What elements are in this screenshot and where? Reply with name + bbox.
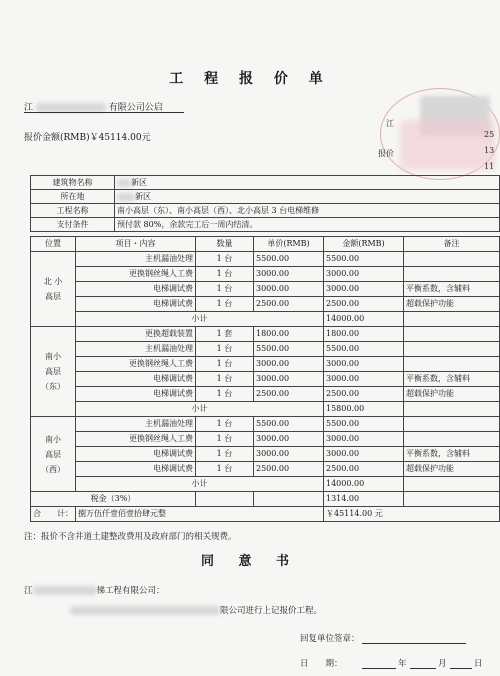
- tax-row: [31, 492, 500, 507]
- amount-cell: 3000.00: [324, 267, 404, 282]
- table-row: [31, 342, 500, 357]
- remark-cell: [404, 432, 500, 447]
- note-text: 注：报价不含井道土建整改费用及政府部门的相关规费。: [24, 532, 237, 542]
- qty-cell: 1 台: [196, 432, 254, 447]
- item-cell: 更换钢丝绳人工费: [76, 432, 196, 447]
- info-label: 建筑物名称: [31, 176, 115, 190]
- header-qty: 数量: [196, 237, 254, 252]
- remark-cell: 平衡系数，含辅料: [404, 282, 500, 297]
- item-cell: 更换超载装置: [76, 327, 196, 342]
- info-value: 新区: [115, 190, 500, 204]
- quote-items-table: [30, 236, 500, 522]
- table-row: [31, 432, 500, 447]
- table-header: [31, 237, 500, 252]
- company-suffix: 有限公司公启: [108, 103, 163, 113]
- remark-cell: [404, 327, 500, 342]
- qty-cell: 1 台: [196, 297, 254, 312]
- unit-price-cell: 3000.00: [254, 447, 324, 462]
- subtotal-row: [31, 477, 500, 492]
- stamp-num-1: 25: [484, 130, 495, 139]
- agreement-body: 限公司进行上记报价工程。: [70, 604, 322, 616]
- remark-cell: 平衡系数，含辅料: [404, 372, 500, 387]
- subtotal-amount: 14000.00: [324, 477, 404, 492]
- item-cell: 电梯调试费: [76, 387, 196, 402]
- stamp-text-1: 江: [386, 119, 394, 128]
- subtotal-amount: 15800.00: [324, 402, 404, 417]
- unit-price-cell: 3000.00: [254, 267, 324, 282]
- amount-cell: 3000.00: [324, 282, 404, 297]
- redacted-company: [36, 103, 106, 112]
- day-blank[interactable]: [450, 668, 472, 669]
- table-row: [31, 282, 500, 297]
- header-remark: 备注: [404, 237, 500, 252]
- amount-cell: 3000.00: [324, 447, 404, 462]
- subtotal-row: [31, 402, 500, 417]
- table-row: [31, 417, 500, 432]
- quote-amount: 报价金额(RMB)￥45114.00元: [24, 133, 151, 143]
- info-label: 所在地: [31, 190, 115, 204]
- agreement-addressee: 江 梯工程有限公司：: [24, 586, 165, 596]
- table-row: [31, 297, 500, 312]
- subtotal-amount: 14000.00: [324, 312, 404, 327]
- qty-cell: 1 台: [196, 252, 254, 267]
- location-cell: 北 小 高层: [31, 252, 76, 327]
- table-row: [31, 252, 500, 267]
- remark-cell: [404, 267, 500, 282]
- signature-line[interactable]: [362, 643, 466, 644]
- remark-cell: 平衡系数，含辅料: [404, 447, 500, 462]
- item-cell: 主机漏油处理: [76, 417, 196, 432]
- redacted-value: [117, 179, 131, 187]
- remark-cell: 超载保护功能: [404, 387, 500, 402]
- remark-cell: [404, 252, 500, 267]
- item-cell: 电梯调试费: [76, 462, 196, 477]
- amount-cell: 2500.00: [324, 387, 404, 402]
- header-amount: 金额(RMB): [324, 237, 404, 252]
- year-blank[interactable]: [362, 668, 396, 669]
- header-unit-price: 单价(RMB): [254, 237, 324, 252]
- redacted-value: [117, 193, 135, 201]
- info-row: [31, 190, 500, 204]
- amount-cell: 1800.00: [324, 327, 404, 342]
- subtotal-label: 小计: [76, 477, 324, 492]
- qty-cell: 1 台: [196, 267, 254, 282]
- qty-cell: 1 台: [196, 372, 254, 387]
- item-cell: 更换钢丝绳人工费: [76, 267, 196, 282]
- item-cell: 主机漏油处理: [76, 252, 196, 267]
- amount-cell: 5500.00: [324, 342, 404, 357]
- table-row: [31, 372, 500, 387]
- info-label: 工程名称: [31, 204, 115, 218]
- unit-price-cell: 2500.00: [254, 387, 324, 402]
- remark-cell: 超载保护功能: [404, 297, 500, 312]
- year-label: 年: [398, 659, 407, 669]
- qty-cell: 1 套: [196, 327, 254, 342]
- items-body: [31, 252, 500, 492]
- info-value: 新区: [115, 176, 500, 190]
- unit-price-cell: 2500.00: [254, 297, 324, 312]
- reply-unit-label: 回复单位签章：: [300, 634, 360, 644]
- unit-price-cell: 3000.00: [254, 282, 324, 297]
- total-amount: ￥45114.00 元: [324, 507, 500, 522]
- item-cell: 电梯调试费: [76, 447, 196, 462]
- subtotal-row: [31, 312, 500, 327]
- remark-cell: 超载保护功能: [404, 462, 500, 477]
- item-cell: 主机漏油处理: [76, 342, 196, 357]
- total-row: [31, 507, 500, 522]
- header-item: 项目・内容: [76, 237, 196, 252]
- amount-cell: 5500.00: [324, 252, 404, 267]
- seal-smudge: [400, 120, 495, 170]
- subtotal-label: 小计: [76, 402, 324, 417]
- company-prefix: 江: [24, 103, 34, 113]
- month-blank[interactable]: [410, 668, 436, 669]
- amount-cell: 3000.00: [324, 432, 404, 447]
- unit-price-cell: 5500.00: [254, 252, 324, 267]
- qty-cell: 1 台: [196, 447, 254, 462]
- location-cell: 南小 高层 （东）: [31, 327, 76, 417]
- info-row: [31, 218, 500, 232]
- amount-cell: 2500.00: [324, 462, 404, 477]
- company-underline: [24, 112, 184, 113]
- amount-cell: 5500.00: [324, 417, 404, 432]
- tax-amount: 1314.00: [324, 492, 404, 507]
- remark-cell: [404, 342, 500, 357]
- total-text: 捌万伍仟壹佰壹拾肆元整: [76, 507, 324, 522]
- table-row: [31, 327, 500, 342]
- redacted-body: [70, 606, 220, 615]
- agreement-title: 同 意 书: [200, 554, 300, 569]
- qty-cell: 1 台: [196, 387, 254, 402]
- project-info-table: [30, 175, 500, 232]
- item-cell: 电梯调试费: [76, 282, 196, 297]
- info-row: [31, 176, 500, 190]
- qty-cell: 1 台: [196, 417, 254, 432]
- table-row: [31, 267, 500, 282]
- unit-price-cell: 2500.00: [254, 462, 324, 477]
- info-value: 预付款 80%，余款完工后一周内结清。: [115, 218, 500, 232]
- day-label: 日: [474, 659, 483, 669]
- item-cell: 更换钢丝绳人工费: [76, 357, 196, 372]
- stamp-num-2: 13: [484, 146, 495, 155]
- quote-title: 工 程 报 价 单: [169, 71, 331, 87]
- unit-price-cell: 3000.00: [254, 432, 324, 447]
- unit-price-cell: 3000.00: [254, 357, 324, 372]
- unit-price-cell: 3000.00: [254, 372, 324, 387]
- remark-cell: [404, 357, 500, 372]
- qty-cell: 1 台: [196, 342, 254, 357]
- header-position: 位置: [31, 237, 76, 252]
- info-label: 支付条件: [31, 218, 115, 232]
- unit-price-cell: 5500.00: [254, 417, 324, 432]
- qty-cell: 1 台: [196, 462, 254, 477]
- unit-price-cell: 5500.00: [254, 342, 324, 357]
- qty-cell: 1 台: [196, 282, 254, 297]
- redacted-addressee: [33, 586, 97, 595]
- date-label: 日 期：: [300, 659, 343, 669]
- table-row: [31, 447, 500, 462]
- amount-cell: 3000.00: [324, 357, 404, 372]
- amount-cell: 2500.00: [324, 297, 404, 312]
- amount-cell: 3000.00: [324, 372, 404, 387]
- remark-cell: [404, 417, 500, 432]
- month-label: 月: [438, 659, 447, 669]
- info-row: [31, 204, 500, 218]
- unit-price-cell: 1800.00: [254, 327, 324, 342]
- tax-label: 税金（3%）: [31, 492, 196, 507]
- table-row: [31, 357, 500, 372]
- qty-cell: 1 台: [196, 357, 254, 372]
- item-cell: 电梯调试费: [76, 297, 196, 312]
- item-cell: 电梯调试费: [76, 372, 196, 387]
- total-label: 合 计：: [31, 507, 76, 522]
- stamp-num-3: 11: [484, 162, 495, 171]
- subtotal-label: 小计: [76, 312, 324, 327]
- table-row: [31, 462, 500, 477]
- table-row: [31, 387, 500, 402]
- stamp-text-2: 报价: [378, 149, 394, 158]
- location-cell: 南小 高层 （西）: [31, 417, 76, 492]
- info-value: 南小高层（东）、南小高层（西）、北小高层 3 台电梯维修: [115, 204, 500, 218]
